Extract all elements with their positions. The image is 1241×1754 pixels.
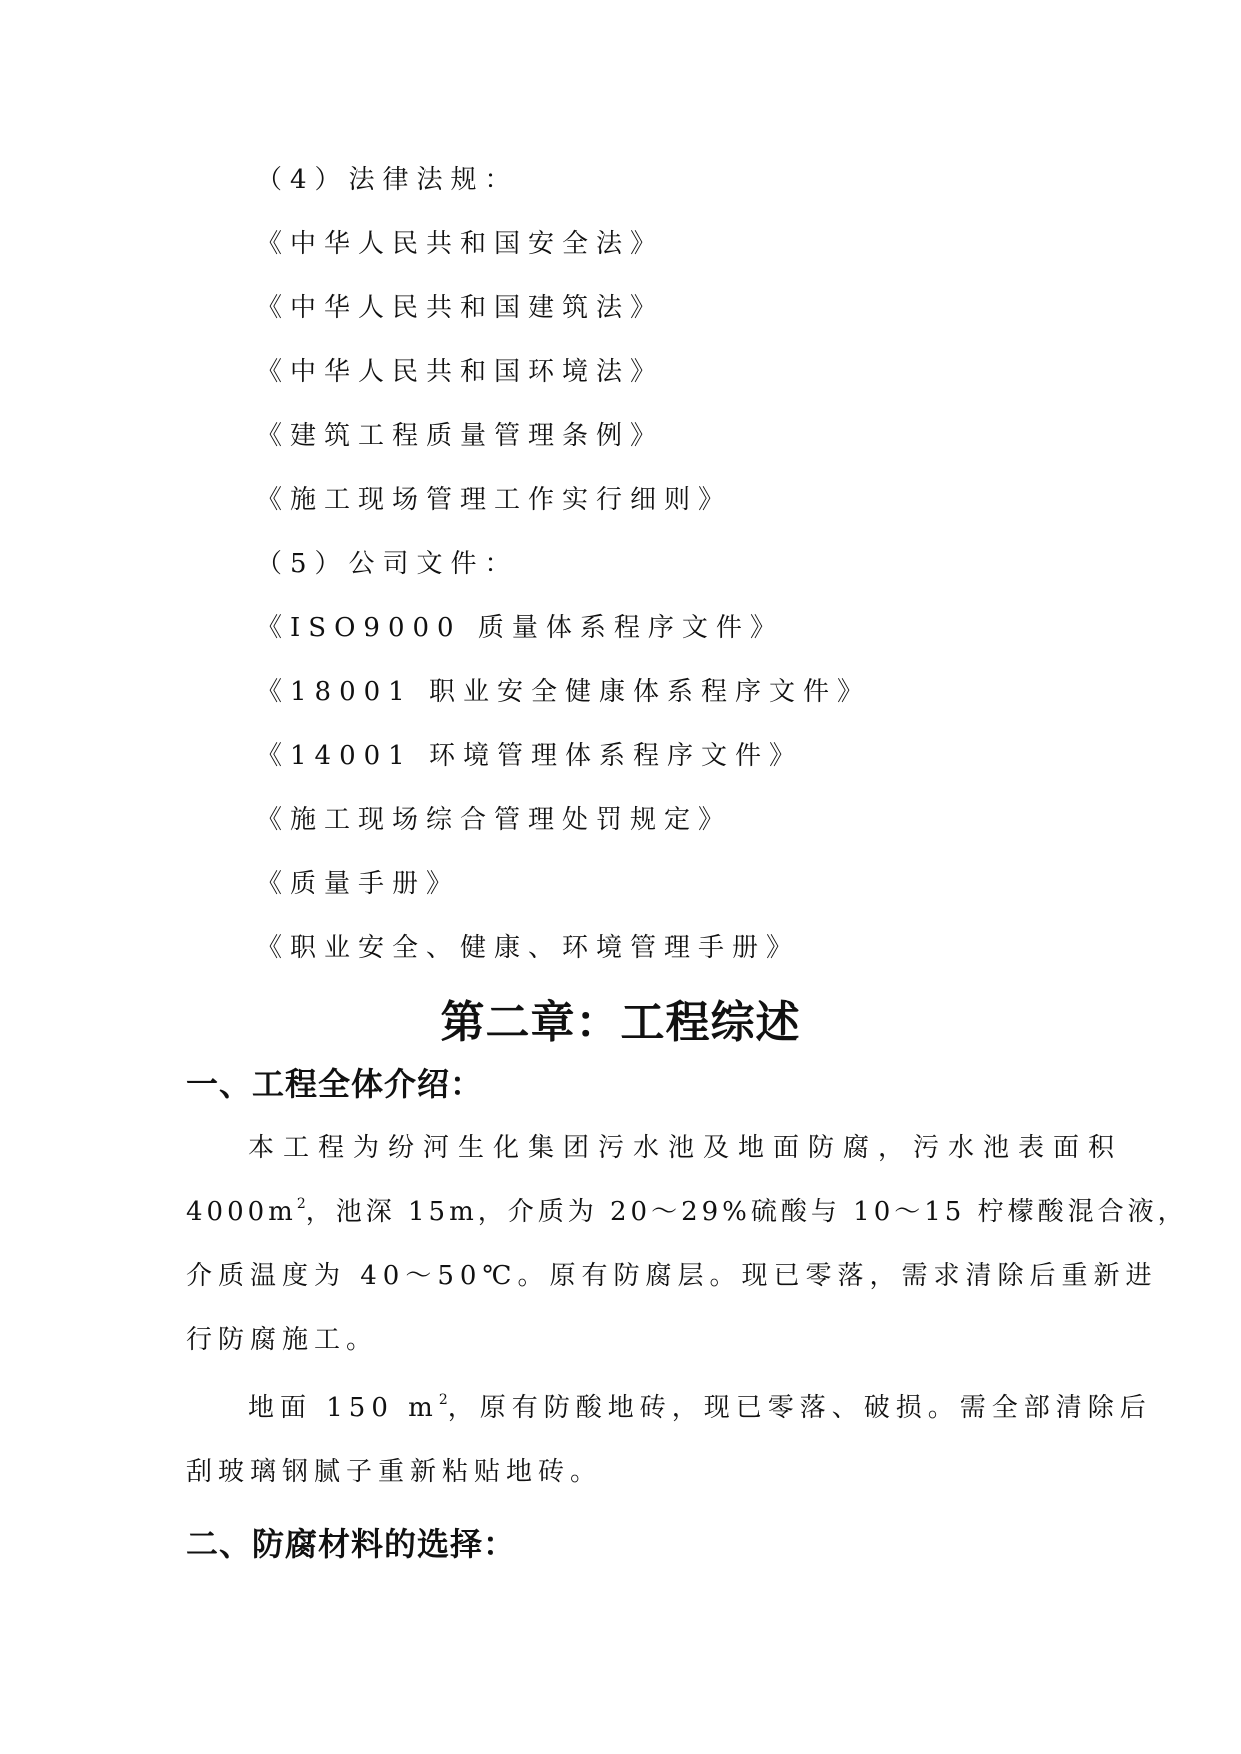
section-heading: 一、工程全体介绍： [186,1065,484,1103]
law-item: 《中华人民共和国建筑法》 [256,293,665,323]
company-doc-item: 《14001 环境管理体系程序文件》 [256,741,803,771]
law-heading: （4）法律法规： [256,165,519,195]
company-doc-item: 《职业安全、健康、环境管理手册》 [256,933,801,963]
law-item: 《施工现场管理工作实行细则》 [256,485,733,515]
law-item: 《中华人民共和国环境法》 [256,357,665,387]
company-docs-heading: （5）公司文件： [256,549,519,579]
chapter-title: 第二章：工程综述 [440,997,801,1048]
law-item: 《建筑工程质量管理条例》 [256,421,665,451]
company-doc-item: 《ISO9000 质量体系程序文件》 [256,613,784,643]
paragraph-line: $4000m^2$，池深 15m，介质为 20～29%硫酸与 10～15 柠檬酸混合液， [186,1196,1188,1227]
paragraph-line: 本工程为纷河生化集团污水池及地面防腐，污水池表面积 [248,1133,1124,1163]
paragraph-line: 刮玻璃钢腻子重新粘贴地砖。 [186,1457,603,1487]
paragraph-line: 介质温度为 40～50℃。原有防腐层。现已零落，需求清除后重新进 [186,1261,1158,1291]
paragraph-line: 行防腐施工。 [186,1325,379,1355]
law-item: 《中华人民共和国安全法》 [256,229,665,259]
company-doc-item: 《18001 职业安全健康体系程序文件》 [256,677,871,707]
company-doc-item: 《施工现场综合管理处罚规定》 [256,805,733,835]
section-heading: 二、防腐材料的选择： [186,1525,517,1563]
paragraph-line: 地面 150 $m^2$，原有防酸地砖，现已零落、破损。需全部清除后 [248,1392,1152,1423]
company-doc-item: 《质量手册》 [256,869,461,899]
